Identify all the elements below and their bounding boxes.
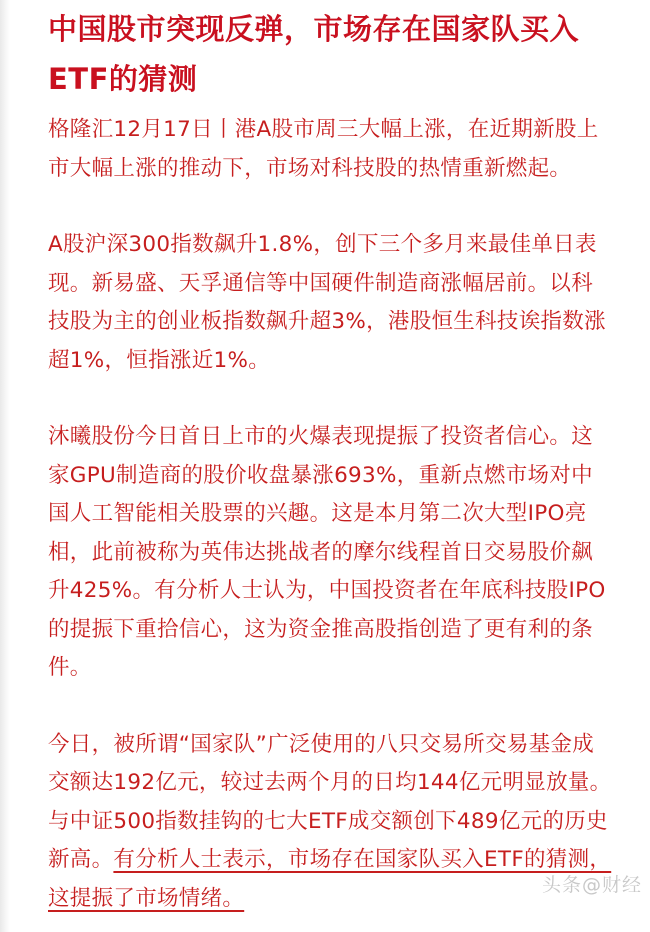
watermark: 头条@财经	[541, 874, 642, 896]
paragraph-4	[48, 726, 613, 919]
article-body	[48, 111, 613, 918]
paragraph-3: 沐曦股份今日首日上市的火爆表现提振了投资者信心。这家GPU制造商的股价收盘暴涨693%，重新点燃市场对中国人工智能相关股票的兴趣。这是本月第二次大型IPO亮相，此前被称为英伟达挑战者的摩尔线程首日交易股价飙升425%。有分析人士认为，中国投资者在年底科技股IPO的提振下重拾信心，这为资金推高股指创造了更有利的条件。	[48, 424, 606, 680]
left-edge-shadow	[0, 0, 10, 932]
paragraph-1: 格隆汇12月17日丨港A股市周三大幅上涨，在近期新股上市大幅上涨的推动下，市场对科技股的热情重新燃起。	[48, 117, 599, 181]
paragraph-2: A股沪深300指数飙升1.8%，创下三个多月来最佳单日表现。新易盛、天孚通信等中国硬件制造商涨幅居前。以科技股为主的创业板指数飙升超3%，港股恒生科技诶指数涨超1%，恒指涨近1%。	[48, 232, 606, 373]
article-title: 中国股市突现反弹，市场存在国家队买入ETF的猜测	[48, 12, 580, 96]
paragraph-4-text: 今日，被所谓“国家队”广泛使用的八只交易所交易基金成交额达192亿元，较过去两个月的日均144亿元明显放量。与中证500指数挂钩的七大ETF成交额创下489亿元的历史新高。	[48, 731, 612, 872]
highlighted-sentence: 有分析人士表示，市场存在国家队买入ETF的猜测，这提振了市场情绪。	[48, 847, 612, 911]
